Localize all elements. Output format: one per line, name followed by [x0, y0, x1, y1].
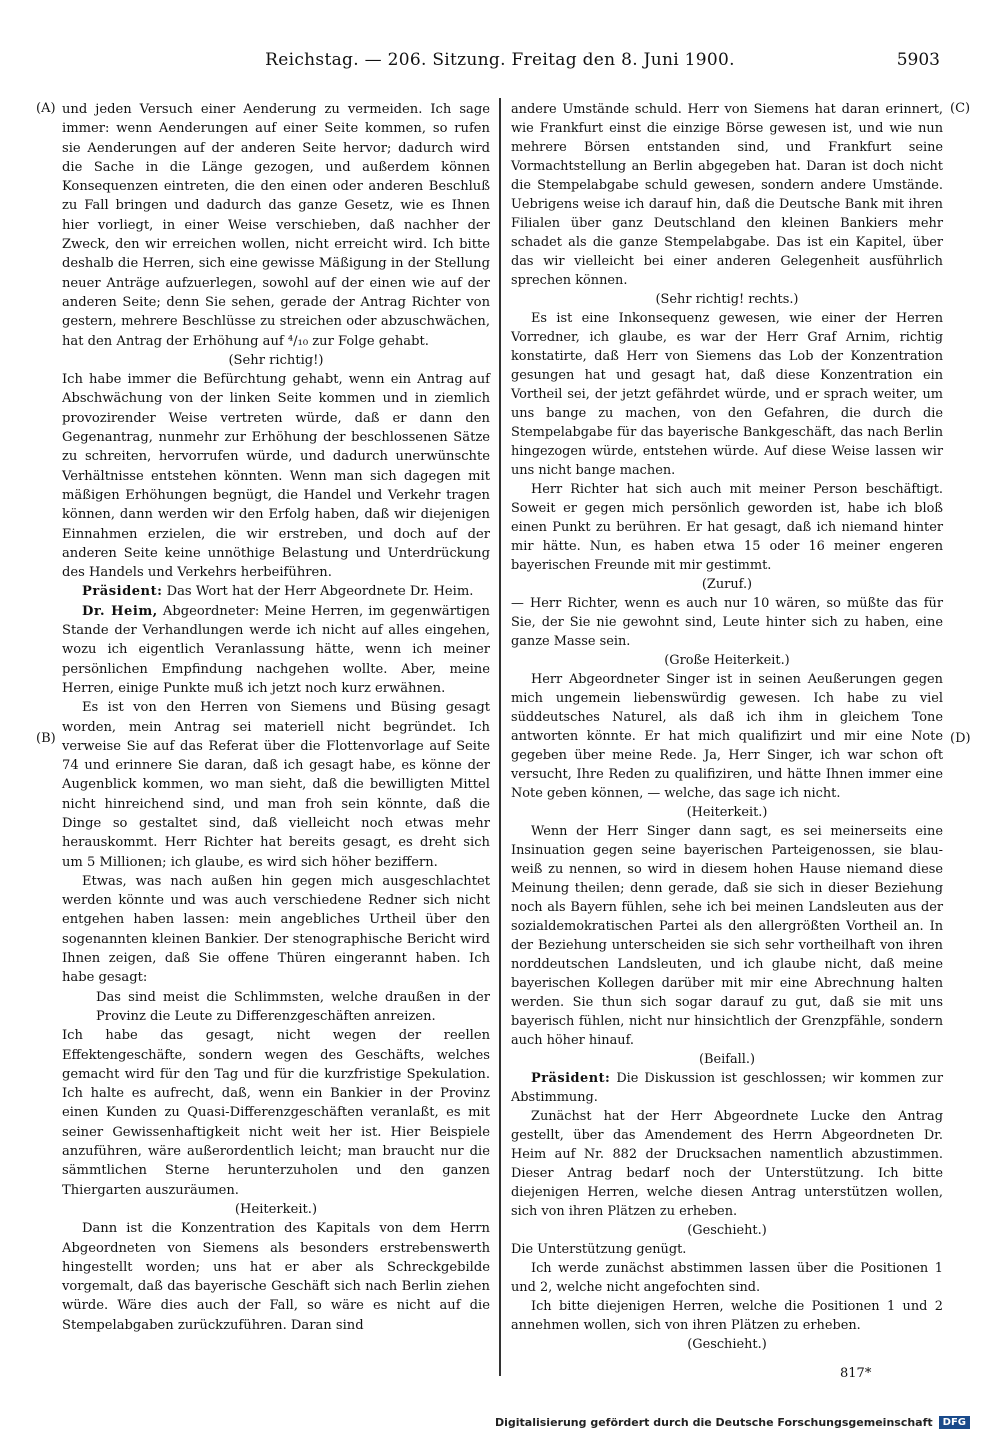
margin-marker-b: (B)	[36, 731, 56, 746]
paragraph: Ich habe immer die Befürchtung gehabt, wenn ein Antrag auf Abschwächung von der linken Seite kommen und in ziemlich provozirender Weise vertreten würde, daß er dann den Gegenantrag, nunmehr zur Erhöhung der beschlossenen Sätze zu schreiten, hervorrufen würde, und dadurch unerwünschte Verhältnisse entstehen könnten. Wenn man sich dagegen mit mäßigen Erhöhungen begnügt, die Handel und Verkehr tragen können, dann werden wir den Erfolg haben, daß wir diejenigen Einnahmen erzielen, die wir erstreben, und doch auf der anderen Seite keine unnöthige Belastung und Unterdrückung des Handels und Verkehrs herbeiführen.	[62, 372, 490, 581]
left-column	[62, 100, 490, 1335]
paragraph: Ich bitte diejenigen Herren, welche die Positionen 1 und 2 annehmen wollen, sich von ihren Plätzen zu erheben.	[511, 1299, 943, 1333]
running-title: Reichstag. — 206. Sitzung. Freitag den 8. Juni 1900.	[265, 50, 735, 70]
speaker-name: Dr. Heim,	[82, 603, 158, 619]
right-column	[511, 100, 943, 1354]
paragraph: Wenn der Herr Singer dann sagt, es sei meinerseits eine Insinuation gegen seine bayerischen Parteigenossen, sie blau-weiß zu nennen, so wird in diesem hohen Hause niemand diese Meinung theilen; denn gerade, daß sie sich in dieser Beziehung noch als Bayern fühlen, sehe ich bei meinen Landsleuten aus der sozialdemokratischen Partei als den allergrößten Vortheil an. In der Beziehung unterscheiden sie sich sehr vortheilhaft von ihren norddeutschen Landsleuten, und ich glaube nicht, daß meine bayerischen Kollegen darüber mit mir eine Abrechnung halten werden. Sie thun sich sogar darauf zu gut, daß sie mit uns bayerisch fühlen, nicht nur hinsichtlich der Grenzpfähle, sondern auch höher hinauf.	[511, 824, 943, 1048]
margin-marker-a: (A)	[36, 101, 56, 116]
paragraph: Ich habe das gesagt, nicht wegen der reellen Effektengeschäfte, sondern wegen des Geschäfts, welches gemacht wird für den Tag und für die kurzfristige Spekulation. Ich halte es aufrecht, daß, wenn ein Bankier in der Provinz einen Kunden zu Quasi-Differenzgeschäften veranlaßt, es mit seiner Gewissenhaftigkeit nicht weit her ist. Hier Beispiele anzuführen, wäre außerordentlich leicht; man braucht nur die sämmtlichen Sterne herunterzuholen und den ganzen Thiergarten auszuräumen.	[62, 1028, 490, 1198]
interjection: (Heiterkeit.)	[234, 1201, 318, 1217]
page-number: 5903	[896, 50, 940, 70]
paragraph: und jeden Versuch einer Aenderung zu vermeiden. Ich sage immer: wenn Aenderungen auf einer Seite kommen, so rufen sie Aenderungen auf der anderen Seite hervor; dadurch wird die Sache in die Länge gezogen, und außerdem können Konsequenzen eintreten, die den einen oder anderen Beschluß zu Fall bringen und dadurch das ganze Gesetz, wie es Ihnen hier vorliegt, in einer Weise verschieben, daß nachher der Zweck, den wir erreichen wollen, nicht erreicht wird. Ich bitte deshalb die Herren, sich eine gewisse Mäßigung in der Stellung neuer Anträge aufzuerlegen, sowohl auf der einen wie auf der anderen Seite; denn Sie sehen, gerade der Antrag Richter von gestern, mehrere Beschlüsse zu streichen oder abzuschwächen, hat den Antrag der Erhöhung auf ⁴/₁₀ zur Folge gehabt.	[62, 102, 490, 349]
funding-credit: Digitalisierung gefördert durch die Deutsche Forschungsgemeinschaft	[494, 1416, 933, 1429]
page-header	[0, 50, 1000, 78]
speaker-name: Präsident:	[531, 1071, 611, 1086]
speech-text: Das Wort hat der Herr Abgeordnete Dr. Heim.	[162, 584, 474, 600]
paragraph: Ich werde zunächst abstimmen lassen über die Positionen 1 und 2, welche nicht angefochten sind.	[511, 1261, 943, 1295]
signature-mark: 817*	[840, 1366, 872, 1381]
paragraph: Etwas, was nach außen hin gegen mich ausgeschlachtet werden könnte und was auch verschiedene Redner sich nicht entgehen haben lassen: mein angebliches Urtheil über den sogenannten kleinen Bankier. Der stenographische Bericht wird Ihnen zeigen, daß Sie offene Thüren eingerannt haben. Ich habe gesagt:	[62, 873, 490, 986]
interjection: (Geschieht.)	[687, 1223, 767, 1238]
paragraph: Es ist von den Herren von Siemens und Büsing gesagt worden, mein Antrag sei materiell nicht begründet. Ich verweise Sie auf das Referat über die Flottenvorlage auf Seite 74 und erinnere Sie daran, daß ich gesagt habe, es könne der Augenblick kommen, wo man sieht, daß die bewilligten Mittel nicht hinreichend sind, und man froh sein könnte, daß die Dinge so gestaltet sind, daß vielleicht noch etwas mehr herauskommt. Herr Richter hat bereits gesagt, es dreht sich um 5 Millionen; ich glaube, es wird sich höher beziffern.	[62, 700, 490, 870]
paragraph: Es ist eine Inkonsequenz gewesen, wie einer der Herren Vorredner, ich glaube, es war der Herr Graf Arnim, richtig konstatirte, daß Herr von Siemens das Lob der Konzentration gesungen hat und gesagt hat, daß diese Konzentration ein Vortheil sei, der jetzt gefährdet würde, und er sprach weiter, um uns bange zu machen, von den Gefahren, die durch die Stempelabgabe für das bayerische Bankgeschäft, das nach Berlin hingezogen würde, entstehen würde. Auf diese Weise lassen wir uns nicht bange machen.	[511, 311, 943, 478]
dfg-logo: DFG	[939, 1416, 970, 1429]
paragraph: Zunächst hat der Herr Abgeordnete Lucke den Antrag gestellt, über das Amendement des Herrn Abgeordneten Dr. Heim auf Nr. 882 der Drucksachen namentlich abzustimmen. Dieser Antrag bedarf noch der Unterstützung. Ich bitte diejenigen Herren, welche diesen Antrag unterstützen wollen, sich von ihren Plätzen zu erheben.	[511, 1109, 943, 1219]
paragraph: andere Umstände schuld. Herr von Siemens hat daran erinnert, wie Frankfurt einst die einzige Börse gewesen ist, und wie nun mehrere Börsen entstanden sind, und Frankfurt seine Vormachtstellung an Berlin abgegeben hat. Daran ist doch nicht die Stempelabgabe schuld gewesen, sondern andere Umstände. Uebrigens weise ich darauf hin, daß die Deutsche Bank mit ihren Filialen über ganz Deutschland den kleinen Bankiers mehr schadet als die ganze Stempelabgabe. Das ist ein Kapitel, über das wir vielleicht bei einer anderen Gelegenheit ausführlich sprechen können.	[511, 102, 943, 288]
interjection: (Sehr richtig! rechts.)	[655, 292, 799, 307]
speaker-paragraph	[62, 602, 490, 698]
paragraph: Herr Abgeordneter Singer ist in seinen Aeußerungen gegen mich ungemein liebenswürdig gewesen. Ich habe zu viel süddeutsches Naturel, als daß ich ihm in gleichem Tone antworten könnte. Er hat mich qualifizirt und mir eine Note gegeben über meine Rede. Ja, Herr Singer, ich war schon oft versucht, Ihre Reden zu qualifiziren, und hätte Ihnen immer eine Note geben können, — welche, das sage ich nicht.	[511, 672, 943, 801]
speech-text: Die Diskussion ist geschlossen; wir kommen zur Abstimmung.	[511, 1071, 943, 1105]
interjection: (Große Heiterkeit.)	[664, 653, 790, 668]
quotation: Das sind meist die Schlimmsten, welche draußen in der Provinz die Leute zu Differenzgeschäften anreizen.	[96, 989, 490, 1024]
paragraph: — Herr Richter, wenn es auch nur 10 wären, so müßte das für Sie, der Sie nie gewohnt sind, Leute hinter sich zu haben, eine ganze Masse sein.	[511, 596, 943, 649]
speaker-name: Präsident:	[82, 584, 163, 600]
speech-text: Abgeordneter: Meine Herren, im gegenwärtigen Stande der Verhandlungen werde ich nicht auf alles eingehen, wozu ich eigentlich Veranlassung hätte, wenn ich meiner persönlichen Empfindung nachgehen wollte. Aber, meine Herren, einige Punkte muß ich jetzt noch kurz erwähnen.	[62, 603, 490, 696]
speaker-paragraph	[62, 582, 490, 601]
margin-marker-c: (C)	[950, 101, 971, 116]
margin-marker-d: (D)	[950, 731, 971, 746]
interjection: (Beifall.)	[698, 1052, 756, 1067]
paragraph: Herr Richter hat sich auch mit meiner Person beschäftigt. Soweit er gegen mich persönlich geworden ist, habe ich bloß einen Punkt zu berühren. Er hat gesagt, daß ich niemand hinter mir hätte. Nun, es haben etwa 15 oder 16 meiner engeren bayerischen Freunde mit mir gestimmt.	[511, 482, 943, 573]
interjection: (Heiterkeit.)	[686, 805, 768, 820]
speaker-paragraph	[511, 1069, 943, 1107]
paragraph: Die Unterstützung genügt.	[511, 1242, 687, 1257]
page-footer	[495, 1416, 970, 1429]
interjection: (Geschieht.)	[687, 1337, 767, 1352]
column-divider	[499, 98, 501, 1376]
interjection: (Sehr richtig!)	[228, 352, 324, 368]
interjection: (Zuruf.)	[701, 577, 753, 592]
paragraph: Dann ist die Konzentration des Kapitals von dem Herrn Abgeordneten von Siemens als besonders erstrebenswerth hingestellt worden; uns hat er aber als Schreckgebilde vorgemalt, daß das bayerische Geschäft sich nach Berlin ziehen würde. Wäre dies auch der Fall, so wäre es nicht auf die Stempelabgaben zurückzuführen. Daran sind	[62, 1221, 490, 1333]
